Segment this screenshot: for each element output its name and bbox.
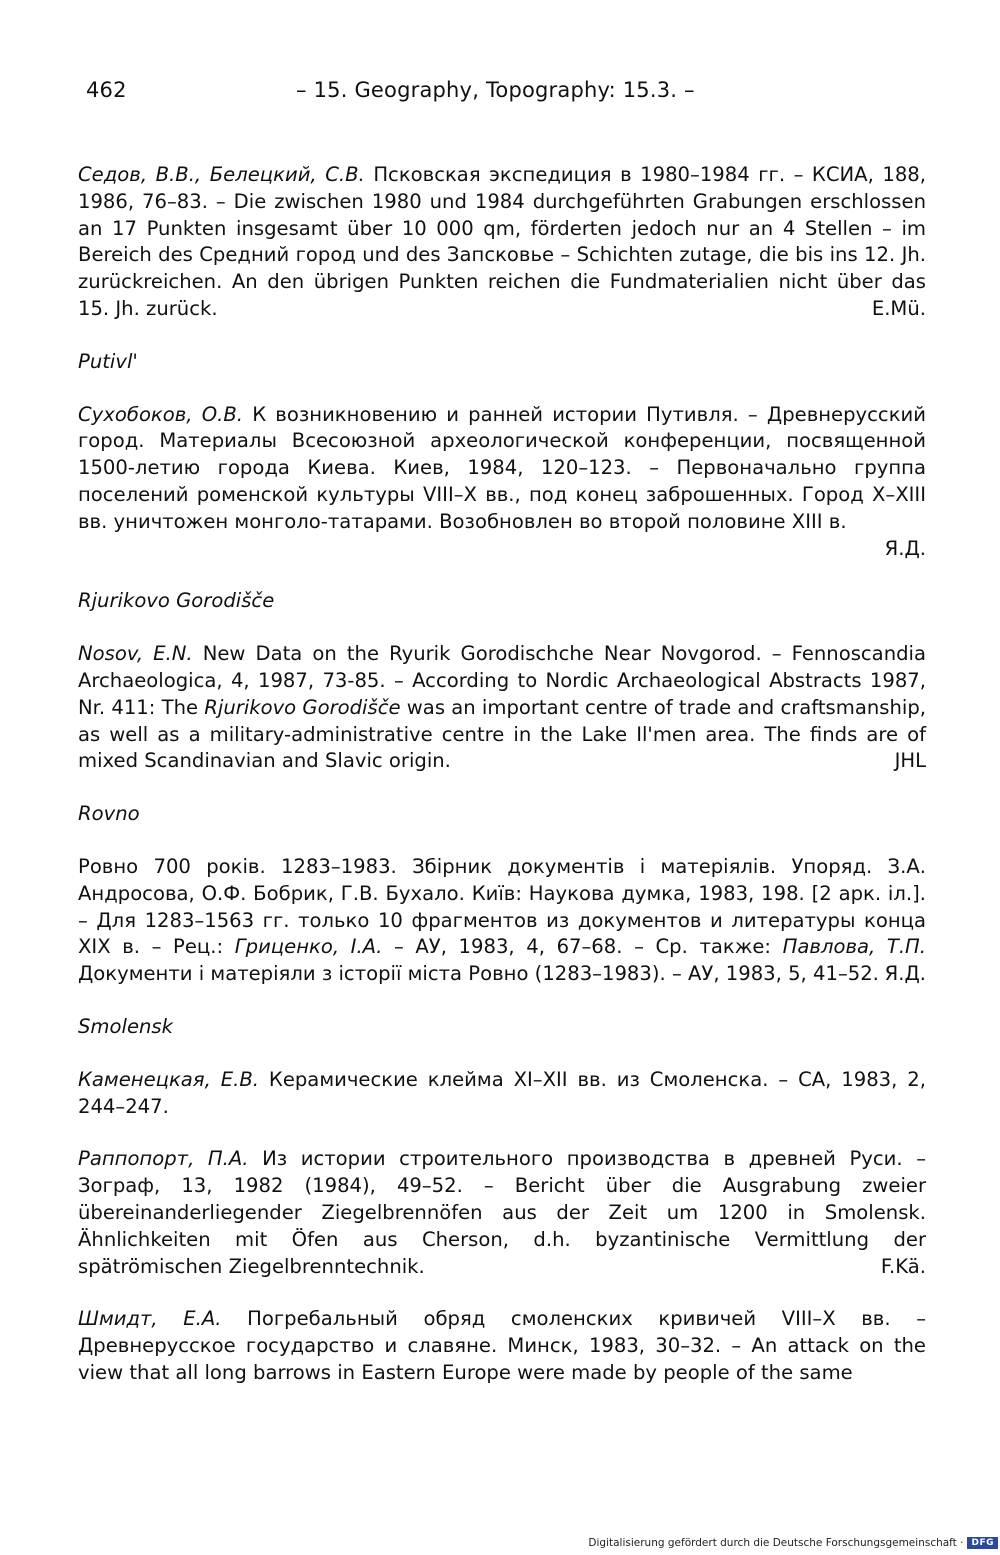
bibliography-entry <box>78 641 926 775</box>
bibliography-entry <box>78 1306 926 1386</box>
entry-author: Nosov, E.N. <box>78 642 193 666</box>
reviewer-initials: Я.Д. <box>884 536 926 560</box>
section-heading: Putivl' <box>78 349 138 373</box>
bibliography-entry <box>78 402 926 536</box>
entry-author: Седов, В.В., Белецкий, С.В. <box>78 163 365 186</box>
entry-italic-term: Rjurikovo Gorodišče <box>204 695 401 719</box>
digitization-footer <box>588 1537 998 1549</box>
bibliography-entry <box>78 1146 926 1280</box>
section-heading: Rjurikovo Gorodišče <box>78 589 275 613</box>
page-number: 462 <box>86 78 127 102</box>
entry-text: – АУ, 1983, 4, 67–68. – Ср. также: <box>393 935 772 959</box>
reviewer-initials: Я.Д. <box>884 962 926 986</box>
footer-text: Digitalisierung gefördert durch die Deutsche Forschungsgemeinschaft · <box>588 1537 964 1549</box>
section-heading: Rovno <box>78 802 140 826</box>
bibliography-entry <box>78 1067 926 1121</box>
bibliography-entry <box>78 854 926 988</box>
entry-text: Керамические клейма XI–XII вв. из Смоленска. – СА, 1983, 2, 244–247. <box>78 1067 926 1118</box>
reviewer-initials: JHL <box>894 749 926 773</box>
section-heading: Smolensk <box>78 1014 173 1038</box>
entry-text: Псковская экспедиция в 1980–1984 гг. – КСИА, 188, 1986, 76–83. – Die zwischen 1980 und 1984 durchgeführten Grabungen erschlossen an 17 Punkten insgesamt über 10 000 qm, förderten jedoch nur an 4 Stellen – im Bereich des Средний город und des Запсковье – Schichten zutage, die bis ins 12. Jh. zurückreichen. An den übrigen Punkten reichen die Fundmaterialien nicht über das 15. Jh. zurück. <box>78 163 926 320</box>
entry-text: Из истории строительного производства в древней Руси. – Зограф, 13, 1982 (1984), 49–52. – Bericht über die Ausgrabung zweier übereinanderliegender Ziegelbrennöfen aus der Zeit um 1200 in Smolensk. Ähnlichkeiten mit Öfen aus Cherson, d.h. byzantinische Vermittlung der spätrömischen Ziegelbrenntechnik. <box>78 1147 926 1278</box>
page-header <box>78 78 922 114</box>
entry-italic-name: Павлова, Т.П. <box>782 935 927 959</box>
entry-text: К возникновению и ранней истории Путивля. – Древнерусский город. Материалы Всесоюзной археологической конференции, посвященной 1500-летию города Киева. Киев, 1984, 120–123. – Первоначально группа поселений роменской культуры VIII–X вв., под конец заброшенных. Город X–XIII вв. уничтожен монголо-татарами. Возобновлен во второй половине XIII в. <box>78 402 926 533</box>
bibliography-entry <box>78 162 926 323</box>
entry-author: Сухобоков, О.В. <box>78 402 244 426</box>
reviewer-initials: E.Mü. <box>871 296 926 320</box>
entry-italic-name: Гриценко, І.А. <box>234 935 383 959</box>
entry-text: Документи і матеріяли з історії міста Ровно (1283–1983). – АУ, 1983, 5, 41–52. <box>78 962 879 986</box>
running-head: – 15. Geography, Topography: 15.3. – <box>296 78 695 102</box>
entry-text: Ровно 700 років. 1283–1983. Збірник документів і матеріялів. Упоряд. З.А. Андросова, О.Ф. Бобрик, Г.В. Бухало. Київ: Наукова думка, 1983, 198. [2 арк. іл.]. – Для 1283–1563 гг. только 10 фрагментов из документов и литературы конца XIX в. – Рец.: <box>78 854 926 959</box>
entry-text: New Data on the Ryurik Gorodischche Near Novgorod. – Fennoscandia Archaeologica, 4, 1987, 73-85. – According to Nordic Archaeological Abstracts 1987, Nr. 411: The <box>78 642 926 719</box>
entry-author: Каменецкая, Е.В. <box>78 1067 259 1091</box>
entry-author: Шмидт, Е.А. <box>78 1307 222 1331</box>
page-body <box>78 162 926 1387</box>
reviewer-initials: F.Kä. <box>880 1254 926 1278</box>
entry-text: was an important centre of trade and craftsmanship, as well as a military-administrative centre in the Lake Il'men area. The finds are of mixed Scandinavian and Slavic origin. <box>78 695 926 773</box>
entry-author: Раппопорт, П.А. <box>78 1147 249 1171</box>
entry-text: Погребальный обряд смоленских кривичей VIII–X вв. – Древнерусское государство и славяне. Минск, 1983, 30–32. – An attack on the view that all long barrows in Eastern Europe were made by people of the same <box>78 1307 926 1384</box>
dfg-logo: DFG <box>967 1537 998 1549</box>
